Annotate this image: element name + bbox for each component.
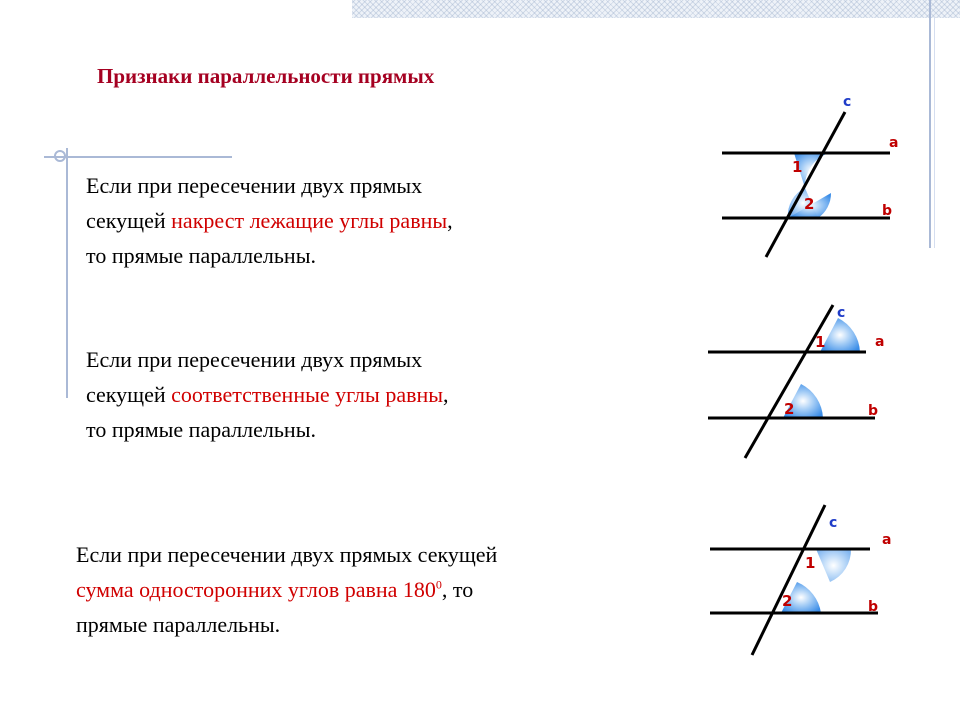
angle-1-sector: [816, 549, 851, 582]
criterion-1-highlight: накрест лежащие углы равны: [171, 208, 448, 233]
label-b: b: [868, 599, 879, 615]
left-decor-hline: [44, 156, 232, 158]
label-angle-1: 1: [792, 158, 803, 176]
transversal-c: [766, 112, 845, 257]
label-c: c: [829, 515, 838, 531]
criterion-2-line-1: Если при пересечении двух прямых: [86, 347, 423, 372]
label-angle-2: 2: [782, 592, 793, 610]
label-b: b: [882, 203, 893, 219]
label-a: a: [875, 334, 885, 350]
criterion-3-line-2: сумма односторонних углов равна $180^0$, то: [76, 577, 474, 602]
label-b: b: [868, 403, 879, 419]
degree-superscript: 0: [435, 577, 442, 592]
transversal-c: [745, 305, 833, 458]
right-decor-line: [929, 0, 931, 248]
angle-1-sector: [820, 318, 860, 352]
label-a: a: [882, 532, 892, 548]
criterion-3-text: [76, 537, 497, 642]
diagram-alternate-angles: [700, 85, 920, 270]
criterion-3-highlight: сумма односторонних углов равна $180^0$: [76, 577, 442, 602]
slide-title: Признаки параллельности прямых: [97, 64, 435, 88]
label-angle-1: 1: [805, 554, 816, 572]
criterion-1-text: [86, 168, 453, 273]
label-angle-1: 1: [815, 333, 826, 351]
transversal-c: [752, 505, 825, 655]
criterion-2-highlight: соответственные углы равны: [171, 382, 444, 407]
criterion-2-line-3: то прямые параллельны.: [86, 417, 316, 442]
label-a: a: [889, 135, 899, 151]
criterion-3-line-1: Если при пересечении двух прямых секущей: [76, 542, 498, 567]
label-angle-2: 2: [804, 195, 815, 213]
diagram-corresponding-angles: [700, 295, 900, 465]
criterion-1-line-3: то прямые параллельны.: [86, 243, 316, 268]
diagram-same-side-angles: [700, 500, 900, 660]
criterion-1-line-2: секущей накрест лежащие углы равны,: [86, 208, 453, 233]
label-angle-2: 2: [784, 400, 795, 418]
criterion-2-text: [86, 342, 449, 447]
right-decor-line-thin: [934, 18, 935, 248]
criterion-3-line-3: прямые параллельны.: [76, 612, 281, 637]
label-c: c: [837, 305, 846, 321]
decor-circle: [54, 150, 66, 162]
criterion-1-line-1: Если при пересечении двух прямых: [86, 173, 423, 198]
left-decor-vline: [66, 148, 68, 398]
label-c: c: [843, 94, 852, 110]
criterion-2-line-2: секущей соответственные углы равны,: [86, 382, 449, 407]
header-pattern: [352, 0, 960, 18]
